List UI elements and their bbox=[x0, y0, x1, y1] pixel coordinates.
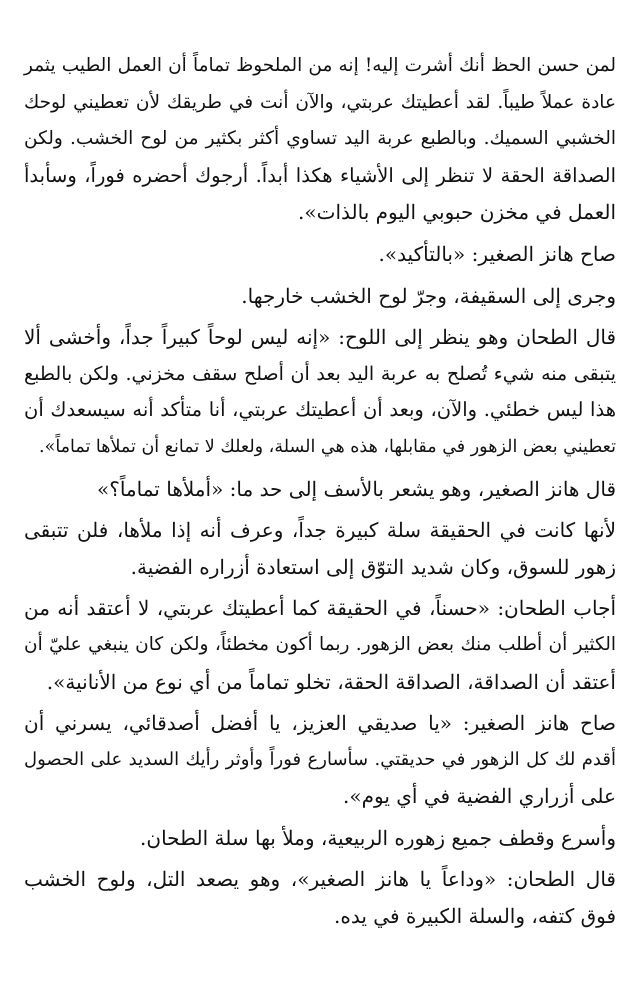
paragraph bbox=[24, 319, 616, 465]
text-line: زهور للسوق، وكان شديد التوّق إلى استعادة أزراره الفضية. bbox=[130, 554, 616, 579]
paragraph bbox=[24, 820, 616, 857]
paragraph bbox=[24, 861, 616, 934]
text-line: قال الطحان وهو ينظر إلى اللوح: «إنه ليس لوحاً كبيراً جداً، وأخشى ألا bbox=[24, 325, 616, 350]
paragraph bbox=[24, 590, 616, 700]
text-line: وأسرع وقطف جميع زهوره الربيعية، وملأ بها سلة الطحان. bbox=[140, 825, 616, 850]
paragraph bbox=[24, 236, 616, 273]
text-line: صاح هانز الصغير: «يا صديقي العزيز، يا أفضل أصدقائي، يسرني أن bbox=[24, 711, 616, 736]
paragraph bbox=[24, 471, 616, 508]
text-line: العمل في مخزن حبوبي اليوم بالذات». bbox=[298, 200, 616, 225]
text-line: أعتقد أن الصداقة، الصداقة الحقة، تخلو تماماً من أي نوع من الأنانية». bbox=[46, 669, 616, 694]
paragraph bbox=[24, 48, 616, 231]
text-line: لمن حسن الحظ أنك أشرت إليه! إنه من الملحوظ تماماً أن العمل الطيب يثمر bbox=[24, 55, 616, 76]
text-line: هذا ليس خطئي. والآن، وبعد أن أعطيتك عربتي، أنا متأكد أنه سيسعدك أن bbox=[24, 398, 616, 422]
text-line: الكثير أن أطلب منك بعض الزهور. ربما أكون مخطئاً، ولكن كان ينبغي عليّ أن bbox=[24, 633, 616, 655]
text-line: الخشبي السميك. وبالطبع عربة اليد تساوي أكثر بكثير من لوح الخشب. ولكن bbox=[24, 128, 616, 150]
text-line: عادة عملاً طيباً. لقد أعطيتك عربتي، والآن أنت في طريقك لأن تعطيني لوحك bbox=[24, 91, 616, 113]
text-line: صاح هانز الصغير: «بالتأكيد». bbox=[378, 241, 616, 266]
text-line: يتبقى منه شيء تُصلح به عربة اليد بعد أن أصلح سقف مخزني. ولكن بالطبع bbox=[24, 362, 616, 385]
text-line: لأنها كانت في الحقيقة سلة كبيرة جداً، وعرف أنه إذا ملأها، فلن تتبقى bbox=[24, 518, 616, 543]
text-line: قال هانز الصغير، وهو يشعر بالأسف إلى حد ما: «أملأها تماماً؟» bbox=[96, 476, 616, 501]
book-page bbox=[24, 48, 616, 935]
text-line: تعطيني بعض الزهور في مقابلها، هذه هي السلة، ولعلك لا تمانع أن تملأها تماماً». bbox=[39, 436, 616, 457]
paragraph bbox=[24, 705, 616, 815]
text-line: وجرى إلى السقيفة، وجرّ لوح الخشب خارجها. bbox=[241, 283, 616, 308]
paragraph bbox=[24, 512, 616, 585]
text-line: على أزراري الفضية في أي يوم». bbox=[343, 784, 616, 809]
text-line: فوق كتفه، والسلة الكبيرة في يده. bbox=[334, 904, 616, 929]
paragraph bbox=[24, 278, 616, 315]
text-line: قال الطحان: «وداعاً يا هانز الصغير»، وهو يصعد التل، ولوح الخشب bbox=[24, 867, 616, 892]
text-line: الصداقة الحقة لا تنظر إلى الأشياء هكذا أبداً. أرجوك أحضره فوراً، وسأبدأ bbox=[24, 163, 616, 187]
text-line: أجاب الطحان: «حسناً، في الحقيقة كما أعطيتك عربتي، لا أعتقد أنه من bbox=[24, 596, 616, 621]
text-line: أقدم لك كل الزهور في حديقتي. سأسارع فوراً وأوثر رأيك السديد على الحصول bbox=[24, 748, 616, 770]
